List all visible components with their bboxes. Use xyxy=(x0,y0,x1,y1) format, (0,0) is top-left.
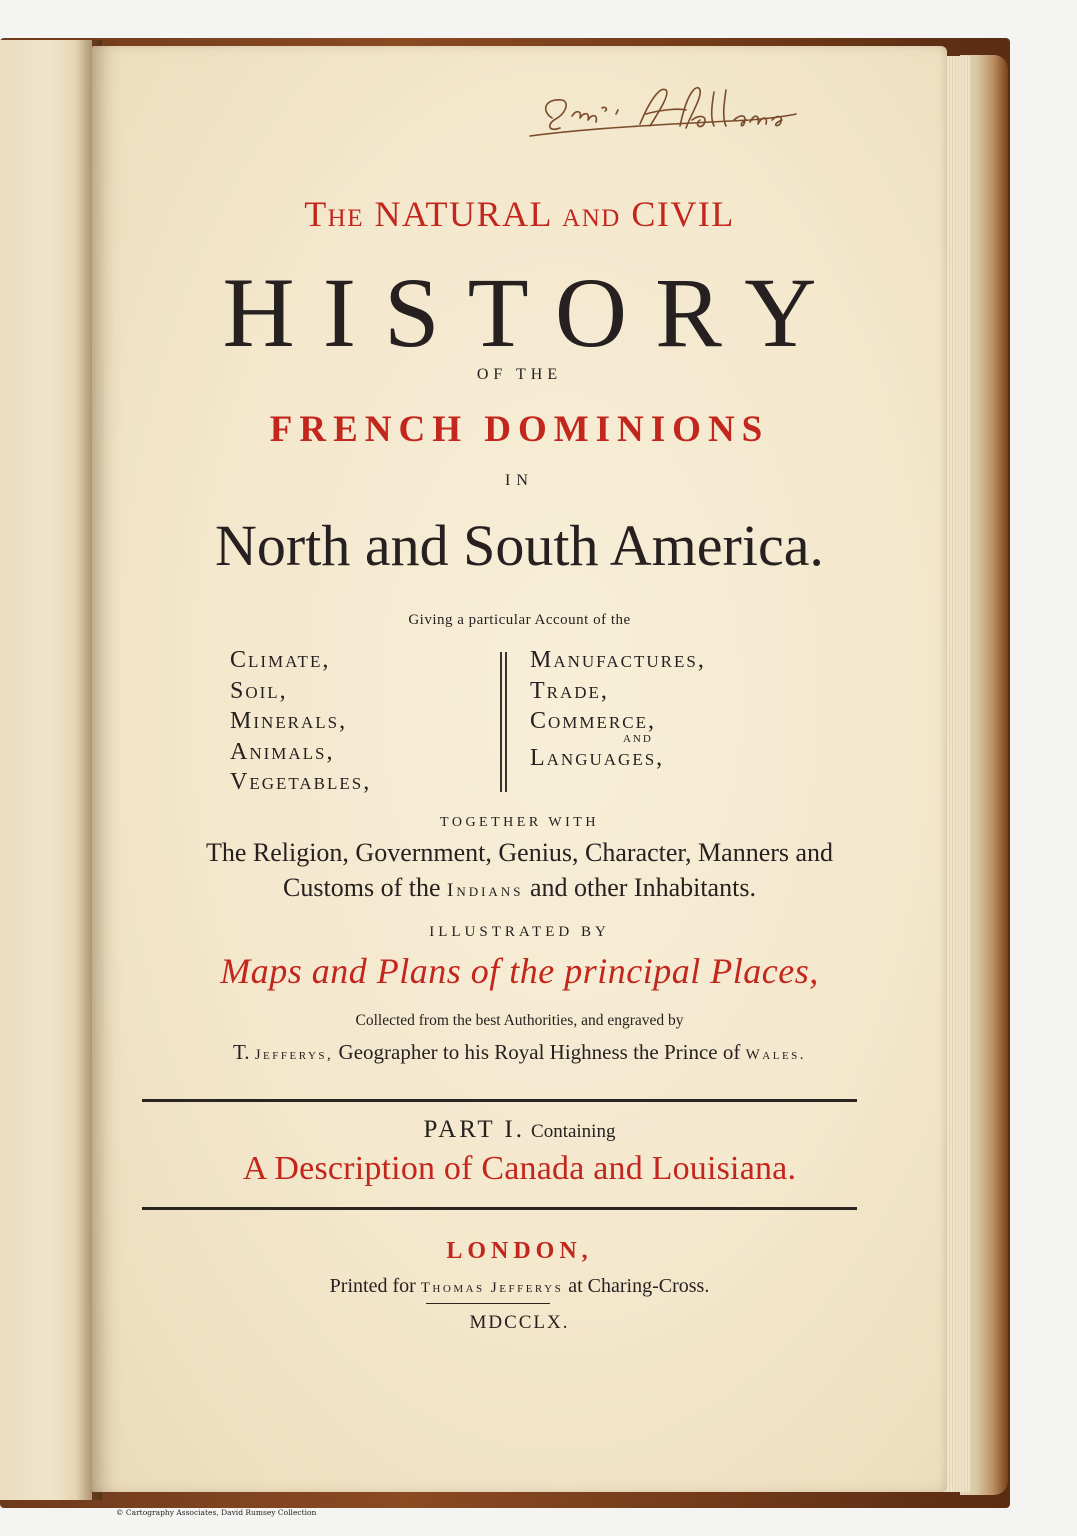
subject-item: Minerals, xyxy=(230,708,348,734)
printed-text: Printed for xyxy=(329,1275,416,1297)
subject-item: Languages, xyxy=(530,744,665,771)
title-french-dominions: FRENCH DOMINIONS xyxy=(269,409,770,450)
part-containing: Containing xyxy=(531,1121,616,1142)
maps-plans-line: Maps and Plans of the principal Places, xyxy=(220,951,819,991)
customs-line xyxy=(92,873,947,903)
together-with-line: TOGETHER WITH xyxy=(440,815,599,830)
subjects-right-list xyxy=(530,645,706,773)
subjects-left-list xyxy=(230,645,371,798)
imprint-printed xyxy=(92,1275,947,1298)
column-divider xyxy=(505,652,507,792)
date-rule xyxy=(426,1303,550,1304)
title-history: HISTORY xyxy=(222,257,845,368)
imprint-london: LONDON, xyxy=(446,1238,593,1264)
title-north-south-america: North and South America. xyxy=(215,513,824,578)
title-in: IN xyxy=(505,472,534,489)
subject-item: Climate, xyxy=(230,647,331,673)
column-divider xyxy=(500,652,502,792)
printed-text: at Charing-Cross. xyxy=(568,1275,710,1297)
jefferys-name: Jefferys, xyxy=(254,1047,334,1063)
title-of-the: OF THE xyxy=(476,366,563,383)
title-natural-civil: The NATURAL and CIVIL xyxy=(304,194,735,234)
customs-text: and other Inhabitants. xyxy=(529,873,756,902)
subject-item: Vegetables, xyxy=(230,769,372,795)
religion-line: The Religion, Government, Genius, Character, Manners and xyxy=(205,838,834,867)
handwritten-signature xyxy=(510,80,810,150)
part-line xyxy=(92,1116,947,1144)
collection-credit: © Cartography Associates, David Rumsey Collection xyxy=(116,1508,317,1517)
jefferys-wales: Wales. xyxy=(745,1047,807,1063)
jefferys-initial: T. xyxy=(232,1040,250,1064)
description-line: A Description of Canada and Louisiana. xyxy=(242,1150,797,1187)
subject-item: Trade, xyxy=(530,677,609,704)
customs-indians: Indians xyxy=(447,880,524,901)
imprint-date: MDCCLX. xyxy=(469,1312,570,1333)
collected-line: Collected from the best Authorities, and engraved by xyxy=(355,1012,684,1029)
divider-rule xyxy=(142,1207,857,1210)
divider-rule xyxy=(142,1099,857,1102)
subject-item: Commerce, xyxy=(530,708,656,734)
printed-name: Thomas Jefferys xyxy=(420,1280,564,1296)
subject-and: AND xyxy=(622,732,653,745)
subject-item: Manufactures, xyxy=(530,647,706,673)
part-label: PART I. xyxy=(423,1116,526,1143)
subject-item: Animals, xyxy=(230,738,335,765)
jefferys-title: Geographer to his Royal Highness the Prince of xyxy=(338,1040,741,1064)
illustrated-by-line: ILLUSTRATED BY xyxy=(429,924,610,940)
giving-account-line: Giving a particular Account of the xyxy=(408,612,631,628)
jefferys-line xyxy=(92,1040,947,1065)
subject-item: Soil, xyxy=(230,677,288,704)
customs-text: Customs of the xyxy=(283,873,441,902)
